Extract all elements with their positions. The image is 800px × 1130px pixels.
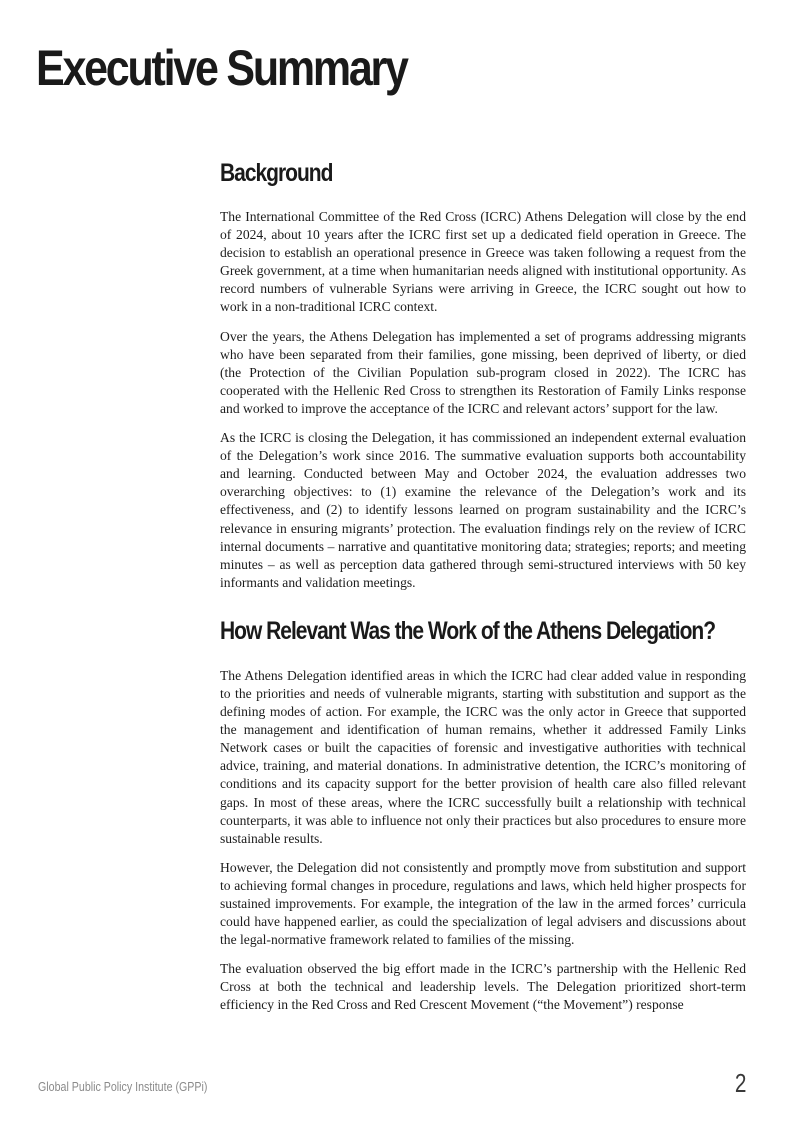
paragraph: The evaluation observed the big effort made in the ICRC’s partnership with the Hellenic Red Cross at both the technical and leadership levels. The Delegation prioritized short-term efficiency in the Red Cross and Red Crescent Movement (“the Movement”) response — [220, 961, 746, 1013]
main-content — [220, 156, 746, 1026]
footer-publisher: Global Public Policy Institute (GPPi) — [38, 1079, 208, 1094]
paragraph: Over the years, the Athens Delegation has implemented a set of programs addressing migrants who have been separated from their families, gone missing, been deprived of liberty, or died (the Protection of the Civilian Population sub-program closed in 2022). The ICRC has cooperated with the Hellenic Red Cross to strengthen its Restoration of Family Links response and worked to improve the acceptance of the ICRC and relevant actors’ support for the law. — [220, 328, 746, 416]
page-number: 2 — [734, 1068, 746, 1098]
section-heading-relevance: How Relevant Was the Work of the Athens Delegation? — [220, 616, 716, 645]
paragraph: However, the Delegation did not consistently and promptly move from substitution and support to achieving formal changes in procedure, regulations and laws, which held higher prospects for sustained improvements. For example, the integration of the law in the armed forces’ curricula could have happened earlier, as could the specialization of legal advisers and discussions about the legal-normative framework related to families of the missing. — [220, 859, 746, 948]
paragraph: The Athens Delegation identified areas in which the ICRC had clear added value in responding to the priorities and needs of vulnerable migrants, starting with substitution and support as the defining modes of action. For example, the ICRC was the only actor in Greece that supported the management and identification of human remains, whether it addressed Family Links Network cases or built the capacities of forensic and investigative authorities with technical advice, training, and material donations. In administrative detention, the ICRC’s monitoring of conditions and its capacity support for the better provision of health care also filled relevant gaps. In most of these areas, where the ICRC successfully built a relationship with technical counterparts, it was able to influence not only their practices but also procedures to ensure more sustainable results. — [220, 667, 746, 846]
section-heading-background: Background — [220, 159, 333, 187]
paragraph: As the ICRC is closing the Delegation, it has commissioned an independent external evaluation of the Delegation’s work since 2016. The summative evaluation supports both accountability and learning. Conducted between May and October 2024, the evaluation addresses two overarching objectives: to (1) examine the relevance of the Delegation’s work and its effectiveness, and (2) to identify lessons learned on program sustainability and the ICRC’s relevance in ensuring migrants’ protection. The evaluation findings rely on the review of ICRC internal documents – narrative and quantitative monitoring data; strategies; reports; and meeting minutes – as well as perception data gathered through semi-structured interviews with 50 key informants and validation meetings. — [220, 430, 746, 590]
page-title: Executive Summary — [36, 40, 407, 96]
paragraph: The International Committee of the Red Cross (ICRC) Athens Delegation will close by the end of 2024, about 10 years after the ICRC first set up a dedicated field operation in Greece. The decision to establish an operational presence in Greece was taken following a request from the Greek government, at a time when humanitarian needs aligned with institutional opportunity. As record numbers of vulnerable Syrians were arriving in Greece, the ICRC sought out how to work in a non-traditional ICRC context. — [220, 209, 746, 315]
